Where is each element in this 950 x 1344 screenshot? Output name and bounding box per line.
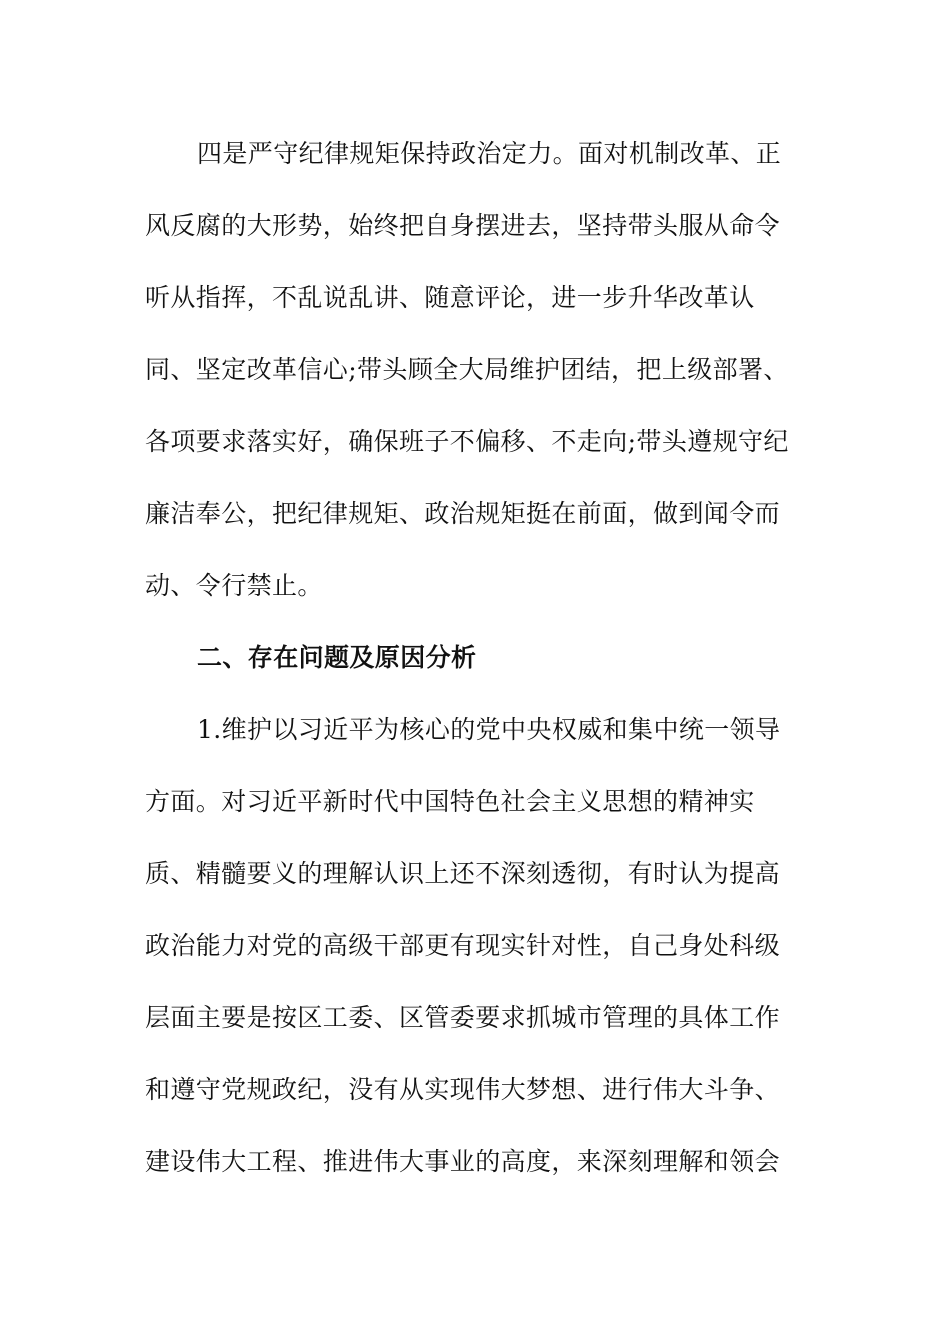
paragraph-line: 四是严守纪律规矩保持政治定力。面对机制改革、正 — [197, 139, 782, 168]
paragraph-line: 层面主要是按区工委、区管委要求抓城市管理的具体工作 — [145, 1003, 781, 1032]
paragraph-line: 1.维护以习近平为核心的党中央权威和集中统一领导 — [197, 715, 781, 744]
paragraph-line: 廉洁奉公，把纪律规矩、政治规矩挺在前面，做到闻令而 — [145, 499, 781, 528]
paragraph-line: 建设伟大工程、推进伟大事业的高度，来深刻理解和领会 — [145, 1147, 781, 1176]
paragraph-line: 风反腐的大形势，始终把自身摆进去，坚持带头服从命令 — [145, 211, 781, 240]
paragraph-line: 政治能力对党的高级干部更有现实针对性，自己身处科级 — [145, 931, 781, 960]
paragraph-line: 方面。对习近平新时代中国特色社会主义思想的精神实 — [145, 787, 755, 816]
section-heading: 二、存在问题及原因分析 — [197, 643, 477, 672]
paragraph-line: 同、坚定改革信心;带头顾全大局维护团结，把上级部署、 — [145, 355, 789, 384]
paragraph-line: 质、精髓要义的理解认识上还不深刻透彻，有时认为提高 — [145, 859, 781, 888]
paragraph-line: 各项要求落实好，确保班子不偏移、不走向;带头遵规守纪 — [145, 427, 789, 456]
paragraph-line: 听从指挥，不乱说乱讲、随意评论，进一步升华改革认 — [145, 283, 755, 312]
paragraph-line: 动、令行禁止。 — [145, 571, 323, 600]
paragraph-line: 和遵守党规政纪，没有从实现伟大梦想、进行伟大斗争、 — [145, 1075, 781, 1104]
